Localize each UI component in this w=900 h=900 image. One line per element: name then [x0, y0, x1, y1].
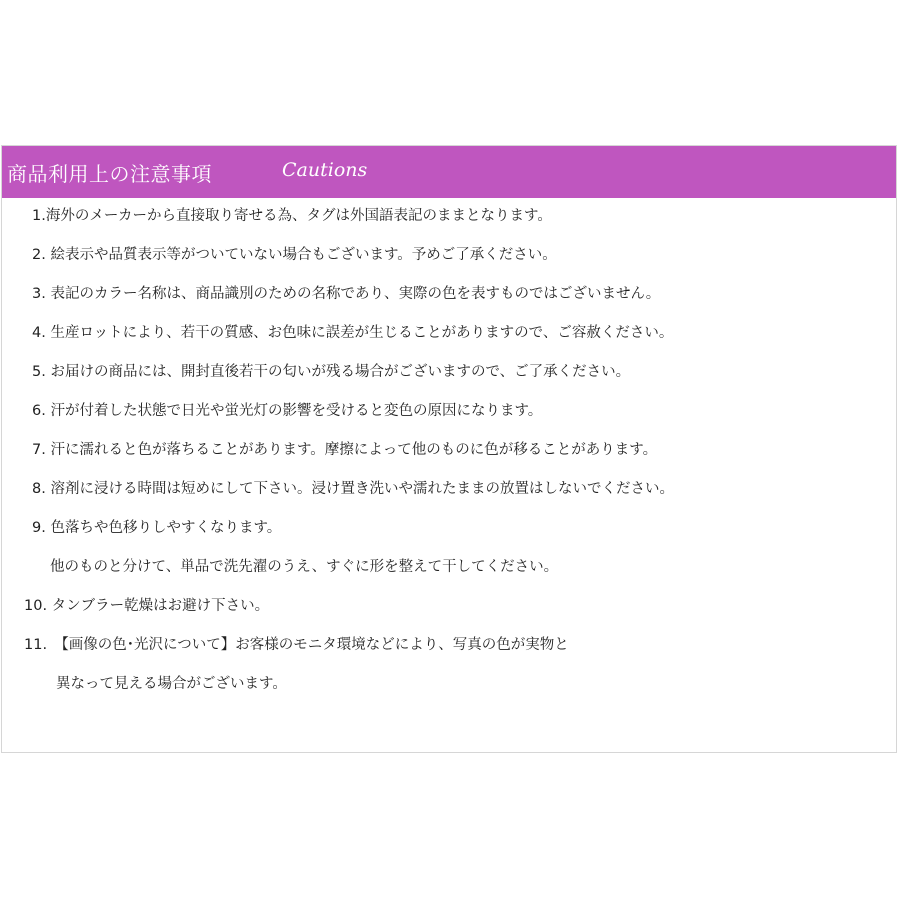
page-title: 商品利用上の注意事項: [7, 162, 212, 186]
cautions-panel: [1, 145, 897, 753]
note-item-4: 4. 生産ロットにより、若干の質感、お色味に誤差が生じることがありますので、ご容赦ください。: [32, 325, 674, 341]
note-item-8: 8. 溶剤に浸ける時間は短めにして下さい。浸け置き洗いや濡れたままの放置はしないでください。: [32, 481, 674, 497]
note-item-10: 10. タンブラー乾燥はお避け下さい。: [24, 598, 270, 614]
header-bar: [2, 146, 896, 198]
note-item-11: 11. 【画像の色･光沢について】お客様のモニタ環境などにより、写真の色が実物と: [24, 637, 569, 653]
note-item-2: 2. 絵表示や品質表示等がついていない場合もございます。予めご了承ください。: [32, 247, 557, 263]
note-item-7: 7. 汗に濡れると色が落ちることがあります。摩擦によって他のものに色が移ることがあります。: [32, 442, 658, 458]
note-item-3: 3. 表記のカラー名称は、商品識別のための名称であり、実際の色を表すものではございません。: [32, 286, 661, 302]
page-subtitle: Cautions: [282, 159, 368, 181]
note-item-6: 6. 汗が付着した状態で日光や蛍光灯の影響を受けると変色の原因になります。: [32, 403, 543, 419]
note-item-1: 1.海外のメーカーから直接取り寄せる為、タグは外国語表記のままとなります。: [32, 208, 552, 224]
note-item-9-continued: 他のものと分けて、単品で洗先濯のうえ、すぐに形を整えて干してください。: [50, 559, 559, 575]
note-item-5: 5. お届けの商品には、開封直後若干の匂いが残る場合がございますので、ご了承ください。: [32, 364, 631, 380]
note-item-9: 9. 色落ちや色移りしやすくなります。: [32, 520, 282, 536]
note-item-11-continued: 異なって見える場合がございます。: [56, 676, 287, 692]
